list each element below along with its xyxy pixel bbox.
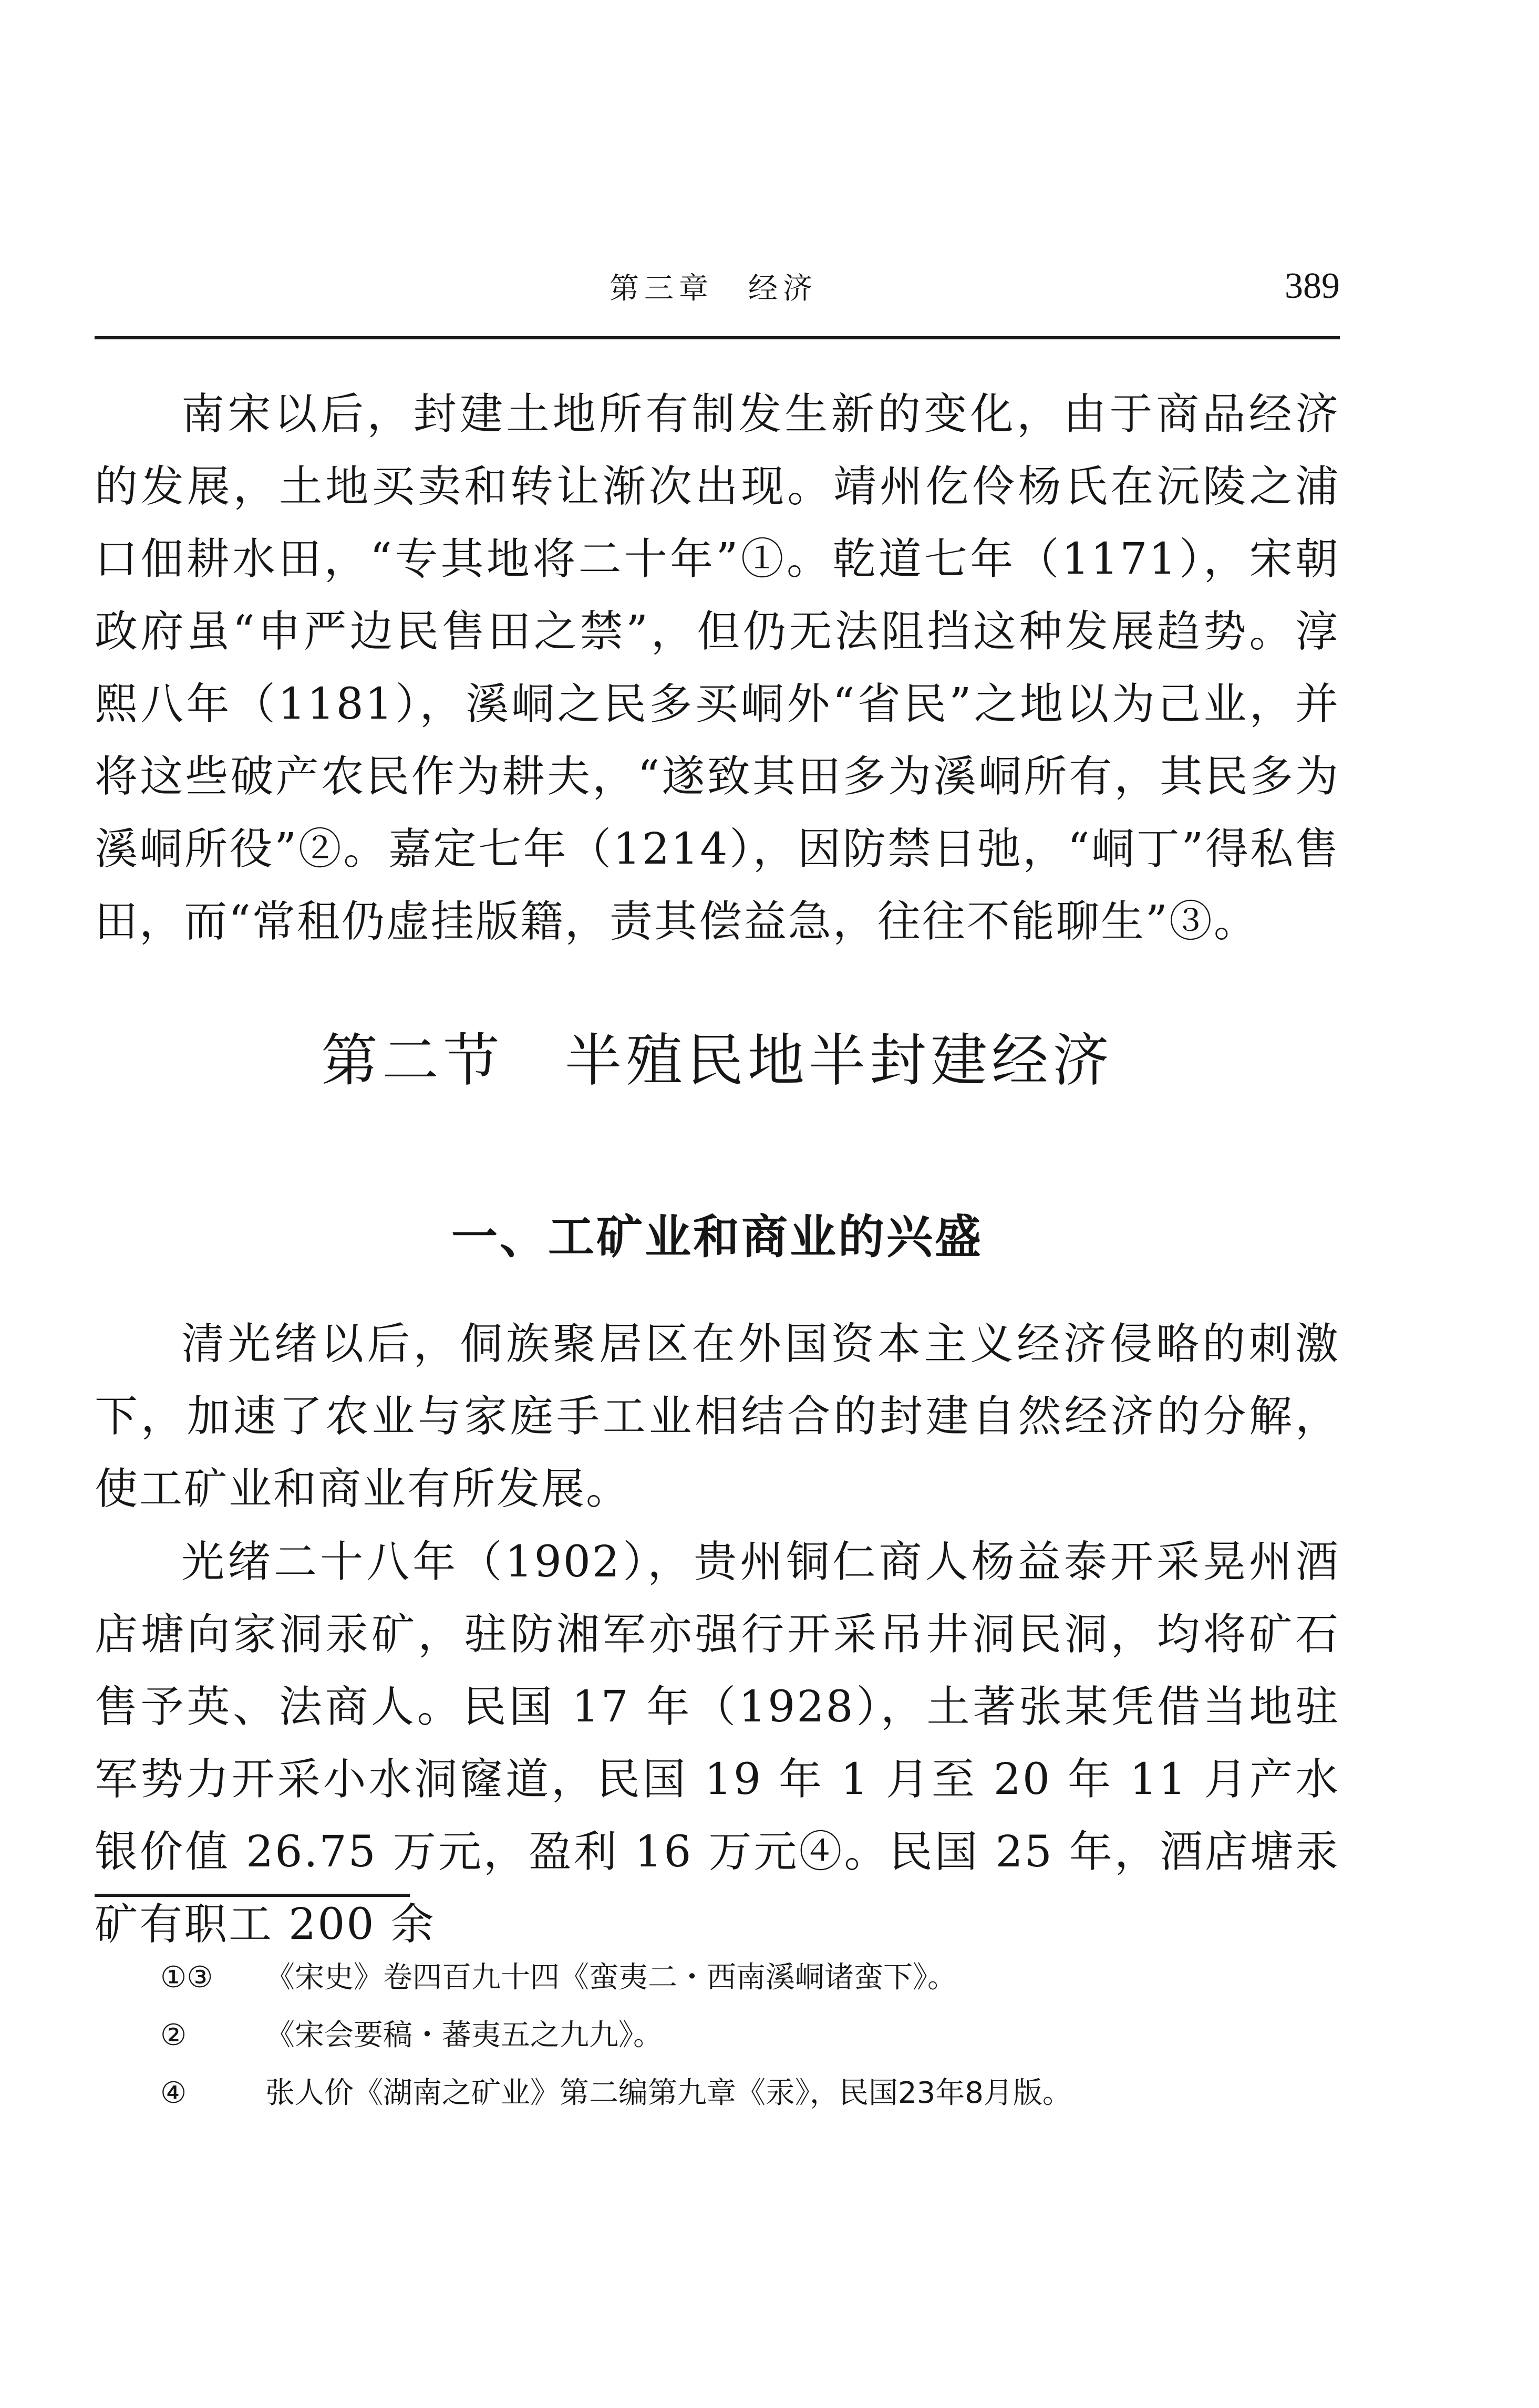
running-header-chapter: 第三章 经济 [610,272,818,306]
header-rule [95,336,1340,339]
section-title: 第二节 半殖民地半封建经济 [321,1028,1113,1094]
footnote-rule [95,1894,410,1897]
footnote-mark: ② [160,2018,187,2052]
subsection-title: 一、工矿业和商业的兴盛 [451,1210,983,1264]
paragraph-qing-industry: 清光绪以后，侗族聚居区在外国资本主义经济侵略的刺激下，加速了农业与家庭手工业相结合的封建自然经济的分解，使工矿业和商业有所发展。 [95,1319,1340,1514]
page-number: 389 [1285,266,1340,306]
footnote-text: 张人价《湖南之矿业》第二编第九章《汞》，民国23年8月版。 [265,2076,1072,2110]
footnote-2 [160,2009,1316,2062]
paragraph-mercury-mining: 光绪二十八年（1902），贵州铜仁商人杨益泰开采晃州酒店塘向家洞汞矿，驻防湘军亦强行开采吊井洞民洞，均将矿石售予英、法商人。民国 17 年（1928），土著张某凭借当地驻军势力开采小水洞窿道，民国 19 年 1 月至 20 年 11 月产水银价值 26.75 万元，盈利 16 万元④。民国 25 年，酒店塘汞矿有职工 200 余 [95,1537,1340,1949]
footnote-1-3 [160,1952,1316,2004]
paragraph-song-land-ownership: 南宋以后，封建土地所有制发生新的变化，由于商品经济的发展，土地买卖和转让渐次出现。靖州仡伶杨氏在沅陵之浦口佃耕水田，“专其地将二十年”①。乾道七年（1171），宋朝政府虽“申严边民售田之禁”，但仍无法阻挡这种发展趋势。淳熙八年（1181），溪峒之民多买峒外“省民”之地以为己业，并将这些破产农民作为耕夫，“遂致其田多为溪峒所有，其民多为溪峒所役”②。嘉定七年（1214），因防禁日弛，“峒丁”得私售田，而“常租仍虚挂版籍，责其偿益急，往往不能聊生”③。 [95,389,1340,947]
footnote-4 [160,2067,1316,2120]
footnote-mark: ④ [160,2076,187,2110]
footnote-text: 《宋史》卷四百九十四《蛮夷二・西南溪峒诸蛮下》。 [265,1960,957,1995]
footnote-mark: ①③ [160,1960,213,1995]
footnote-text: 《宋会要稿・蕃夷五之九九》。 [265,2018,663,2052]
